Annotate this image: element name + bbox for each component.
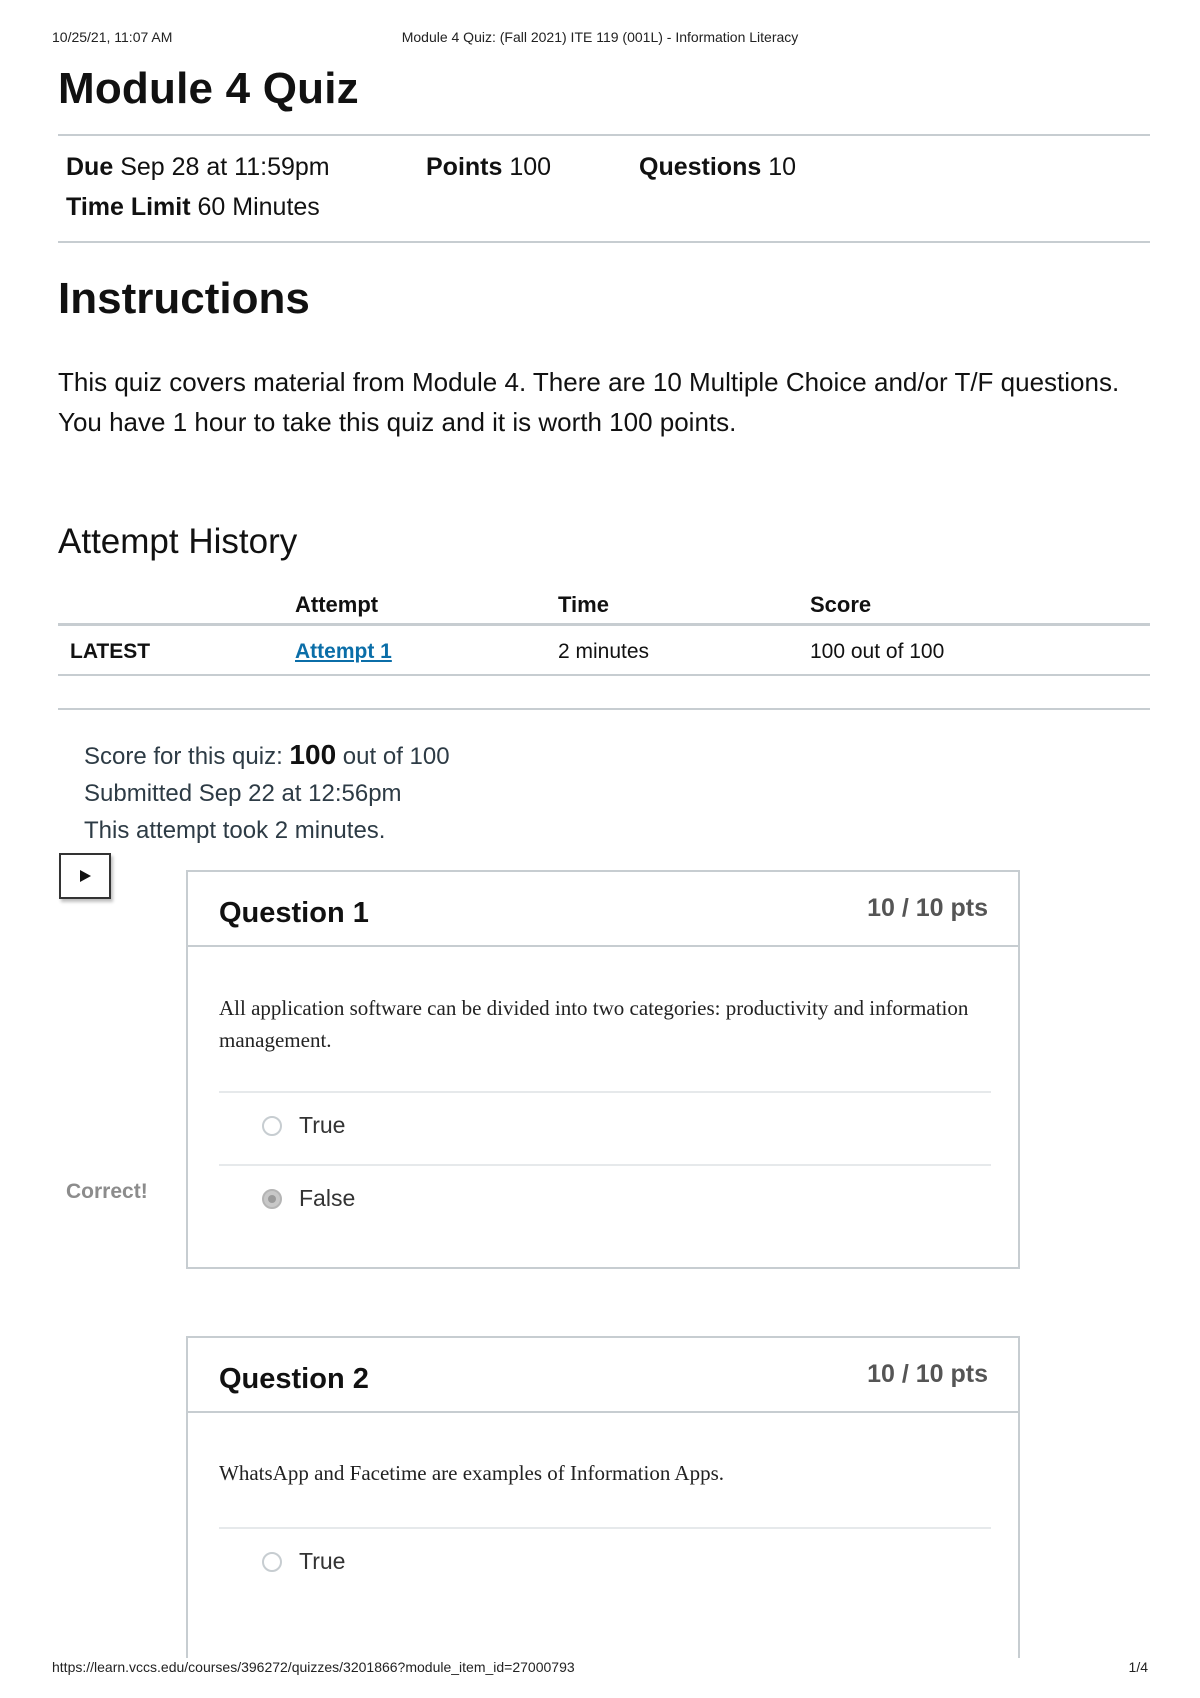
radio-button[interactable] — [262, 1116, 282, 1136]
instructions-heading: Instructions — [58, 274, 310, 323]
print-document-title: Module 4 Quiz: (Fall 2021) ITE 119 (001L) - Information Literacy — [401, 29, 799, 45]
question-text: WhatsApp and Facetime are examples of Information Apps. — [219, 1461, 725, 1485]
time-limit — [66, 193, 320, 222]
attempt-duration: This attempt took 2 minutes. — [84, 817, 386, 844]
question-points: 10 / 10 pts — [867, 894, 988, 922]
score-prefix: Score for this quiz: — [84, 743, 290, 770]
play-icon — [78, 869, 92, 883]
attempt-1-link[interactable]: Attempt 1 — [295, 640, 392, 663]
column-header-score: Score — [810, 592, 872, 617]
table-row — [58, 626, 1150, 676]
divider — [58, 134, 1150, 136]
print-header — [52, 29, 1148, 49]
divider — [58, 708, 1150, 710]
questions-count — [639, 153, 796, 182]
question-header — [188, 872, 1018, 947]
print-date: 10/25/21, 11:07 AM — [52, 29, 173, 45]
points-label: Points — [426, 153, 503, 181]
quiz-score — [84, 736, 450, 775]
quiz-result-summary — [84, 736, 450, 849]
answer-option[interactable] — [219, 1091, 991, 1163]
latest-label: LATEST — [70, 640, 151, 663]
attempt-score: 100 out of 100 — [810, 640, 945, 663]
page-title: Module 4 Quiz — [58, 64, 359, 113]
toggle-answers-button[interactable] — [59, 853, 111, 899]
question-title: Question 2 — [219, 1363, 369, 1395]
due-value: Sep 28 at 11:59pm — [120, 153, 330, 181]
question-card — [186, 1336, 1020, 1658]
divider — [58, 241, 1150, 243]
score-value: 100 — [289, 739, 337, 770]
answer-label: True — [299, 1548, 346, 1574]
question-card — [186, 870, 1020, 1269]
question-header — [188, 1338, 1018, 1413]
table-header — [58, 586, 1150, 626]
answer-option[interactable] — [219, 1527, 991, 1599]
radio-button-selected[interactable] — [262, 1189, 282, 1209]
radio-button[interactable] — [262, 1552, 282, 1572]
due-label: Due — [66, 153, 114, 181]
questions-value: 10 — [768, 153, 797, 181]
correct-indicator: Correct! — [66, 1180, 148, 1203]
attempt-history-heading: Attempt History — [58, 522, 298, 561]
question-title: Question 1 — [219, 897, 369, 929]
time-limit-label: Time Limit — [66, 193, 191, 221]
submitted-date: Submitted Sep 22 at 12:56pm — [84, 780, 402, 807]
instructions-text: This quiz covers material from Module 4. There are 10 Multiple Choice and/or T/F questions. You have 1 hour to take this quiz and it is worth 100 points. — [58, 367, 1120, 437]
page-number: 1/4 — [1128, 1659, 1148, 1675]
print-footer — [52, 1659, 1148, 1679]
questions-label: Questions — [639, 153, 762, 181]
attempt-history-table — [58, 586, 1150, 676]
answer-label: True — [299, 1112, 346, 1138]
answer-label: False — [299, 1185, 356, 1211]
points-total — [426, 153, 551, 182]
column-header-time: Time — [558, 592, 609, 617]
question-points: 10 / 10 pts — [867, 1360, 988, 1388]
column-header-attempt: Attempt — [295, 592, 379, 617]
due-date — [66, 153, 330, 182]
time-limit-value: 60 Minutes — [197, 193, 320, 221]
page-url: https://learn.vccs.edu/courses/396272/quizzes/3201866?module_item_id=27000793 — [52, 1659, 575, 1675]
answer-option-selected[interactable] — [219, 1164, 991, 1236]
points-value: 100 — [509, 153, 552, 181]
question-text: All application software can be divided into two categories: productivity and information management. — [219, 996, 969, 1052]
attempt-time: 2 minutes — [558, 640, 650, 663]
score-suffix: out of 100 — [336, 743, 450, 770]
